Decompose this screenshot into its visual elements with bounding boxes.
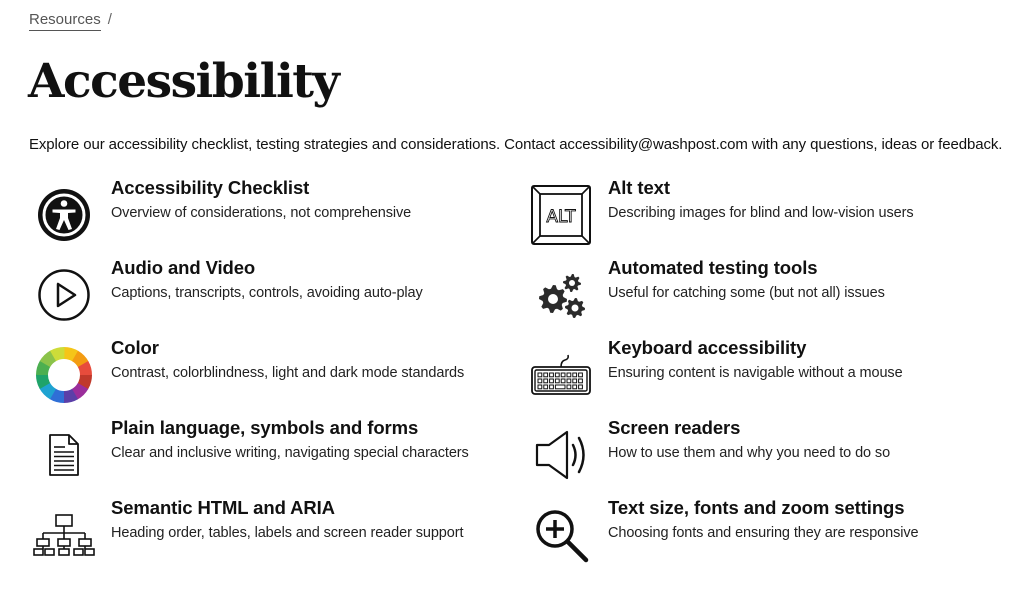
resource-card-audio-video[interactable] (29, 257, 489, 330)
resource-card-plain-language[interactable] (29, 417, 489, 490)
resource-title: Alt text (608, 177, 670, 198)
resource-description: Choosing fonts and ensuring they are responsive (608, 525, 919, 541)
resource-title: Accessibility Checklist (111, 177, 310, 198)
breadcrumb-link-resources[interactable]: Resources (29, 11, 101, 31)
resource-card-screen-readers[interactable] (526, 417, 986, 490)
resource-card-keyboard[interactable] (526, 337, 986, 410)
resource-card-text-size[interactable] (526, 497, 986, 570)
zoom-in-icon (526, 500, 596, 570)
resource-title: Semantic HTML and ARIA (111, 497, 335, 518)
play-icon (29, 260, 99, 330)
resource-description: Contrast, colorblindness, light and dark mode standards (111, 365, 465, 381)
resource-card-accessibility-checklist[interactable] (29, 177, 489, 250)
page-title: Accessibility (28, 54, 339, 109)
resource-title: Text size, fonts and zoom settings (608, 497, 905, 518)
resource-description: Captions, transcripts, controls, avoiding auto-play (111, 285, 423, 301)
breadcrumb-separator: / (107, 11, 112, 28)
resource-title: Automated testing tools (608, 257, 818, 278)
gears-icon (526, 260, 596, 330)
keyboard-icon (526, 340, 596, 410)
resource-description: Useful for catching some (but not all) issues (608, 285, 885, 301)
resource-description: Overview of considerations, not comprehensive (111, 205, 412, 221)
color-wheel-icon (29, 340, 99, 410)
resource-description: Heading order, tables, labels and screen reader support (111, 525, 464, 541)
resource-description: Ensuring content is navigable without a mouse (608, 365, 903, 381)
speaker-icon (526, 420, 596, 490)
resource-card-semantic-html[interactable] (29, 497, 489, 570)
accessibility-person-icon (29, 180, 99, 250)
sitemap-icon (29, 500, 99, 570)
resource-card-automated-testing[interactable] (526, 257, 986, 330)
resource-description: Clear and inclusive writing, navigating special characters (111, 445, 469, 461)
resource-description: How to use them and why you need to do so (608, 445, 891, 461)
resource-card-alt-text[interactable] (526, 177, 986, 250)
document-icon (29, 420, 99, 490)
resource-title: Color (111, 337, 159, 358)
resource-title: Plain language, symbols and forms (111, 417, 419, 438)
resource-title: Screen readers (608, 417, 741, 438)
resource-description: Describing images for blind and low-vision users (608, 205, 914, 221)
alt-key-label: ALT (546, 207, 576, 227)
alt-key-icon (526, 180, 596, 250)
breadcrumb (29, 11, 112, 31)
resource-card-color[interactable] (29, 337, 489, 410)
resource-title: Keyboard accessibility (608, 337, 807, 358)
intro-text: Explore our accessibility checklist, testing strategies and considerations. Contact accessibility@washpost.com with any questions, ideas or feedback. (29, 136, 1003, 153)
resource-title: Audio and Video (111, 257, 256, 278)
